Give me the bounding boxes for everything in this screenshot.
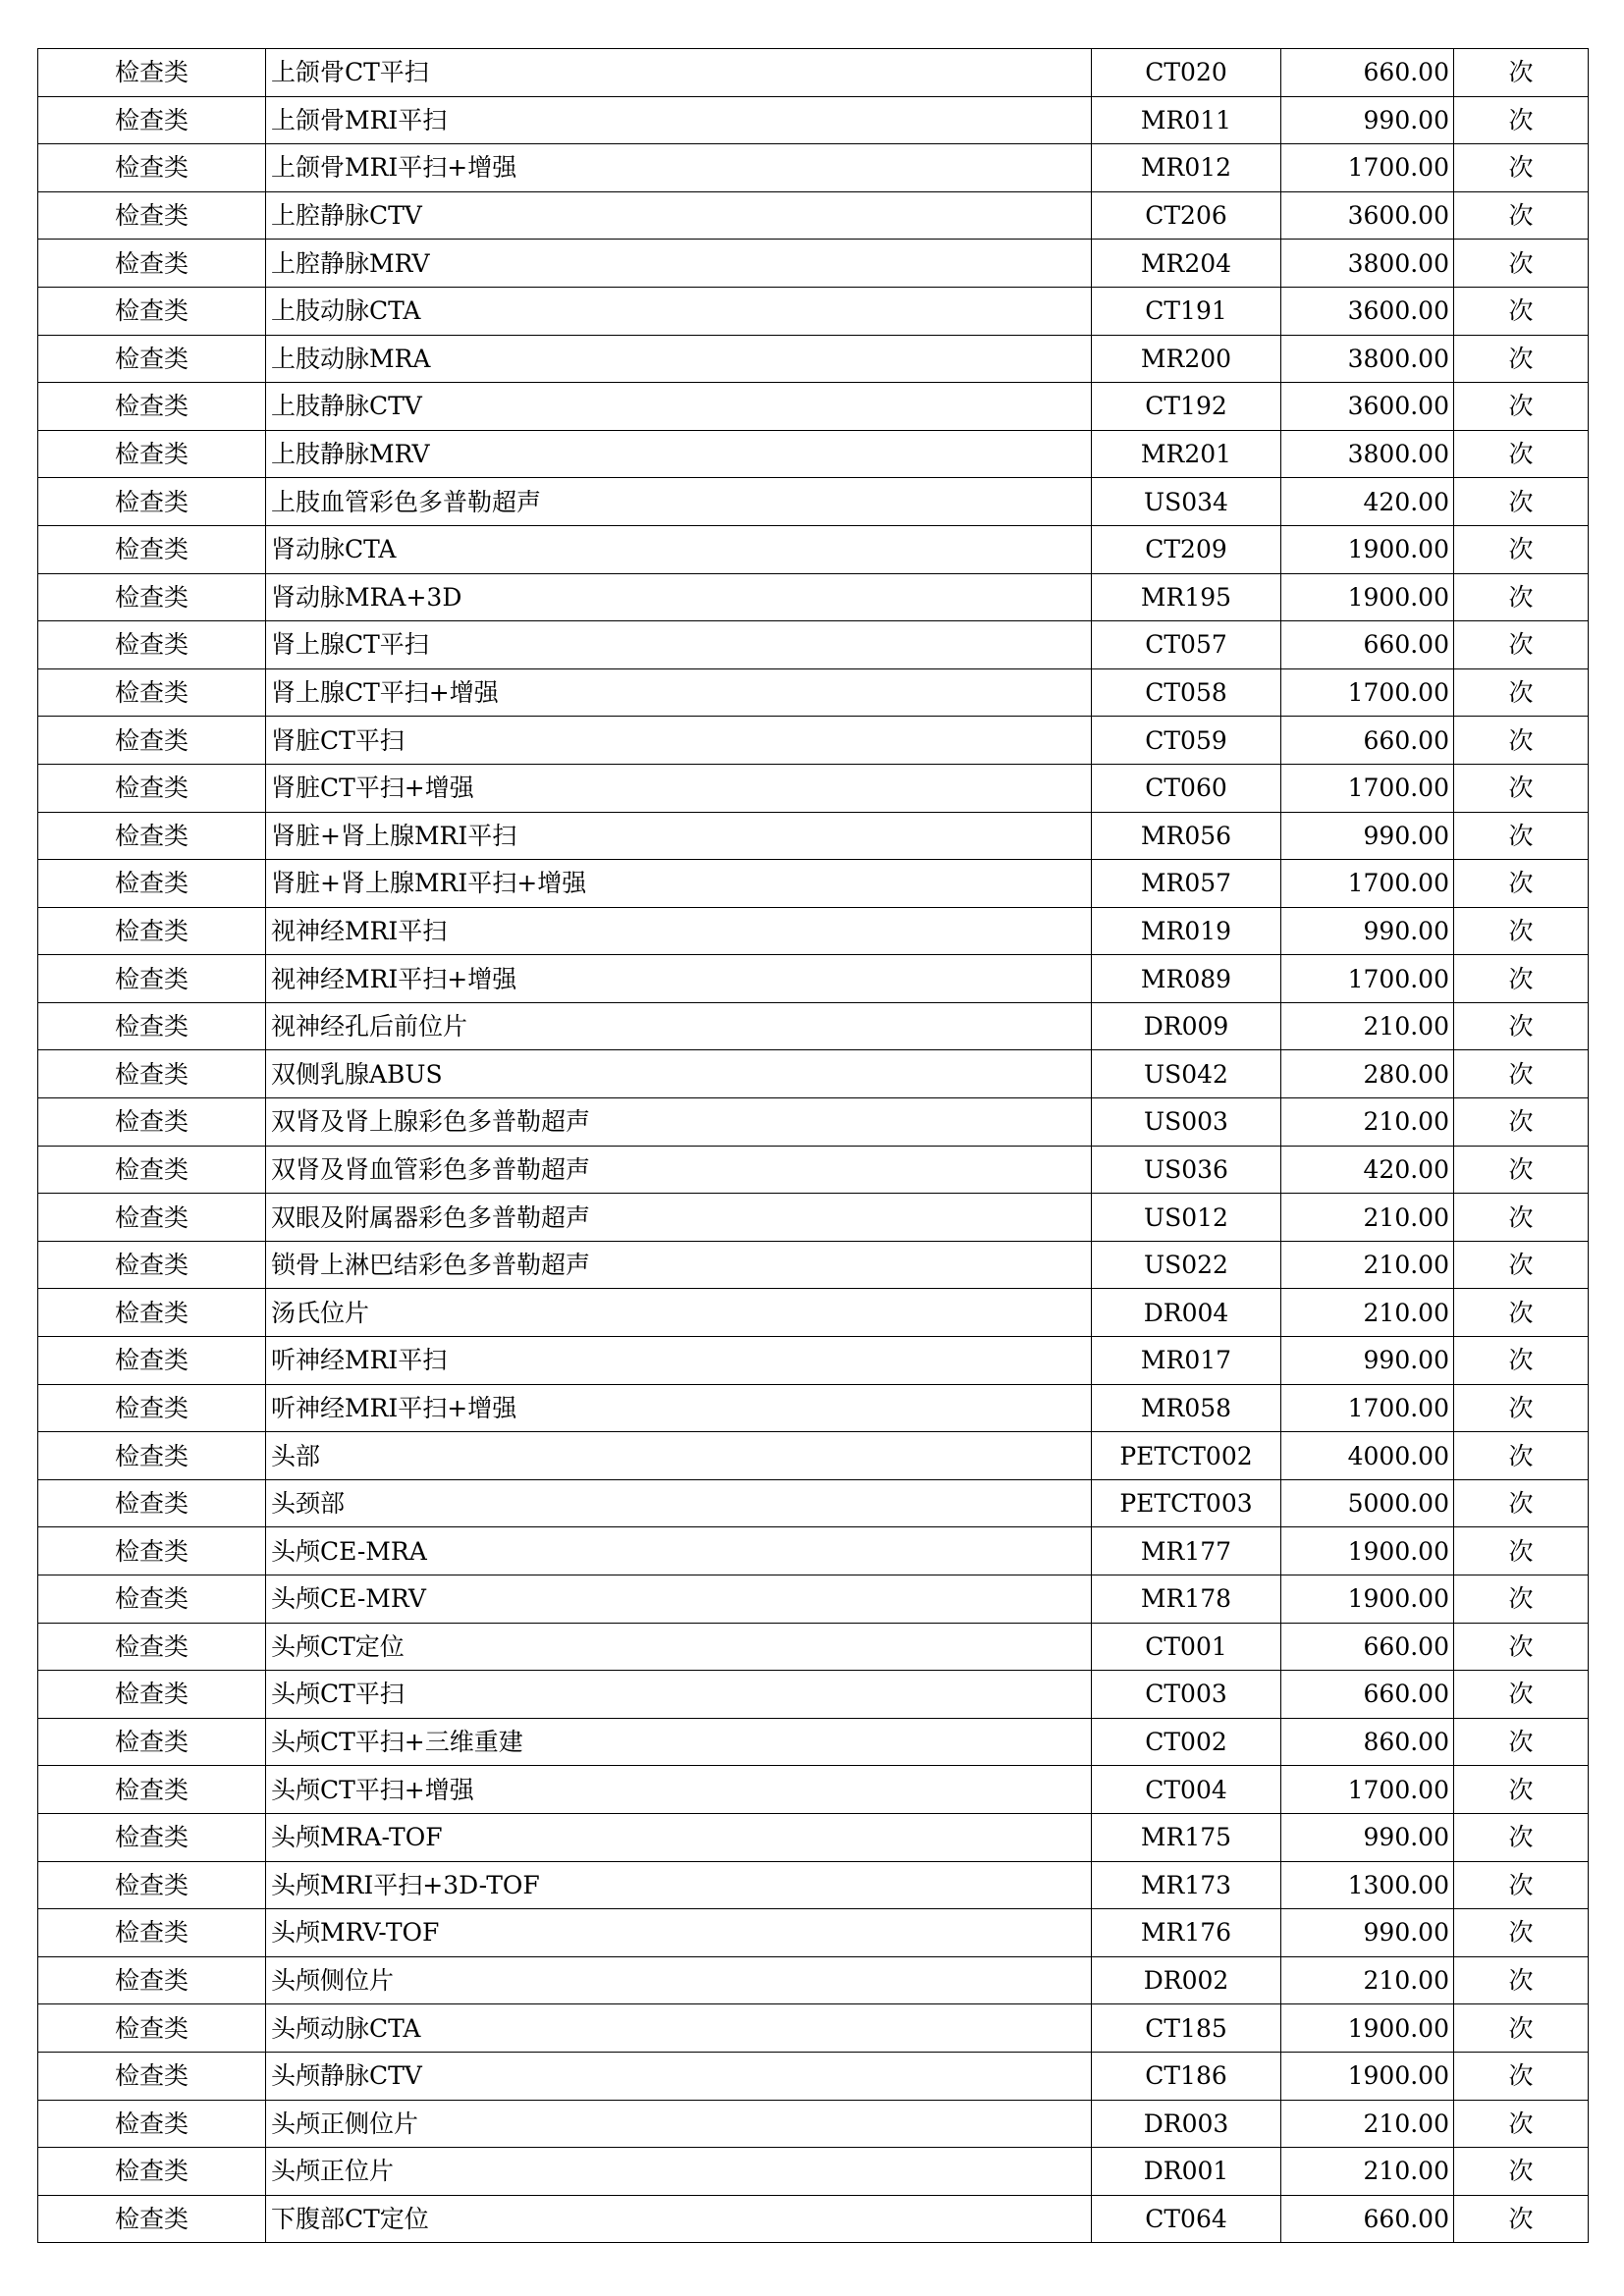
unit-cell: 次 [1454, 525, 1589, 573]
item-code-cell: CT185 [1092, 2004, 1281, 2053]
unit-cell: 次 [1454, 812, 1589, 860]
item-code-cell: CT003 [1092, 1671, 1281, 1719]
item-code-cell: CT206 [1092, 191, 1281, 240]
table-row [38, 1527, 1589, 1575]
table-row [38, 240, 1589, 288]
table-row [38, 1002, 1589, 1050]
unit-cell: 次 [1454, 1241, 1589, 1289]
price-cell: 210.00 [1281, 1098, 1454, 1147]
item-name-cell: 头颅正位片 [266, 2148, 1092, 2196]
item-code-cell: MR011 [1092, 96, 1281, 144]
table-row [38, 2195, 1589, 2243]
category-cell: 检查类 [38, 1384, 266, 1432]
item-code-cell: CT001 [1092, 1623, 1281, 1671]
item-name-cell: 头颅CT平扫+三维重建 [266, 1718, 1092, 1766]
price-cell: 4000.00 [1281, 1432, 1454, 1480]
item-name-cell: 肾上腺CT平扫+增强 [266, 668, 1092, 717]
unit-cell: 次 [1454, 668, 1589, 717]
price-cell: 3800.00 [1281, 240, 1454, 288]
category-cell: 检查类 [38, 1861, 266, 1909]
unit-cell: 次 [1454, 2100, 1589, 2148]
item-code-cell: MR195 [1092, 573, 1281, 621]
table-row [38, 1766, 1589, 1814]
category-cell: 检查类 [38, 2195, 266, 2243]
item-code-cell: MR204 [1092, 240, 1281, 288]
item-code-cell: MR200 [1092, 335, 1281, 383]
item-name-cell: 头颅MRV-TOF [266, 1909, 1092, 1957]
price-cell: 5000.00 [1281, 1479, 1454, 1527]
price-cell: 280.00 [1281, 1050, 1454, 1098]
table-row [38, 1479, 1589, 1527]
item-name-cell: 双肾及肾血管彩色多普勒超声 [266, 1146, 1092, 1194]
unit-cell: 次 [1454, 96, 1589, 144]
unit-cell: 次 [1454, 144, 1589, 192]
item-name-cell: 肾脏CT平扫+增强 [266, 764, 1092, 812]
category-cell: 检查类 [38, 2100, 266, 2148]
table-row [38, 717, 1589, 765]
unit-cell: 次 [1454, 383, 1589, 431]
price-cell: 660.00 [1281, 2195, 1454, 2243]
price-cell: 1700.00 [1281, 764, 1454, 812]
item-name-cell: 头颅CT定位 [266, 1623, 1092, 1671]
price-cell: 210.00 [1281, 2148, 1454, 2196]
price-cell: 1900.00 [1281, 1575, 1454, 1624]
item-name-cell: 头颅MRA-TOF [266, 1813, 1092, 1861]
item-name-cell: 头颅CE-MRV [266, 1575, 1092, 1624]
category-cell: 检查类 [38, 96, 266, 144]
unit-cell: 次 [1454, 1909, 1589, 1957]
table-row [38, 1146, 1589, 1194]
table-row [38, 1337, 1589, 1385]
price-cell: 420.00 [1281, 478, 1454, 526]
price-cell: 660.00 [1281, 49, 1454, 97]
category-cell: 检查类 [38, 2052, 266, 2100]
item-name-cell: 头颅CT平扫+增强 [266, 1766, 1092, 1814]
item-code-cell: CT064 [1092, 2195, 1281, 2243]
unit-cell: 次 [1454, 1813, 1589, 1861]
table-row [38, 1575, 1589, 1624]
category-cell: 检查类 [38, 240, 266, 288]
item-name-cell: 视神经MRI平扫 [266, 907, 1092, 955]
table-row [38, 478, 1589, 526]
price-cell: 210.00 [1281, 1241, 1454, 1289]
unit-cell: 次 [1454, 2052, 1589, 2100]
item-code-cell: DR003 [1092, 2100, 1281, 2148]
price-cell: 1700.00 [1281, 955, 1454, 1003]
item-name-cell: 头颈部 [266, 1479, 1092, 1527]
table-row [38, 1194, 1589, 1242]
table-row [38, 1671, 1589, 1719]
unit-cell: 次 [1454, 1289, 1589, 1337]
item-code-cell: MR089 [1092, 955, 1281, 1003]
table-row [38, 2052, 1589, 2100]
price-cell: 1900.00 [1281, 1527, 1454, 1575]
item-name-cell: 上肢血管彩色多普勒超声 [266, 478, 1092, 526]
unit-cell: 次 [1454, 1718, 1589, 1766]
table-row [38, 525, 1589, 573]
item-code-cell: US034 [1092, 478, 1281, 526]
item-code-cell: MR176 [1092, 1909, 1281, 1957]
item-name-cell: 上肢动脉CTA [266, 287, 1092, 335]
item-name-cell: 视神经孔后前位片 [266, 1002, 1092, 1050]
table-row [38, 764, 1589, 812]
item-name-cell: 双侧乳腺ABUS [266, 1050, 1092, 1098]
item-name-cell: 听神经MRI平扫+增强 [266, 1384, 1092, 1432]
table-row [38, 2004, 1589, 2053]
unit-cell: 次 [1454, 1956, 1589, 2004]
price-cell: 3600.00 [1281, 191, 1454, 240]
table-row [38, 1718, 1589, 1766]
item-name-cell: 汤氏位片 [266, 1289, 1092, 1337]
table-row [38, 96, 1589, 144]
category-cell: 检查类 [38, 717, 266, 765]
unit-cell: 次 [1454, 1671, 1589, 1719]
price-cell: 990.00 [1281, 1337, 1454, 1385]
category-cell: 检查类 [38, 573, 266, 621]
item-name-cell: 头颅正侧位片 [266, 2100, 1092, 2148]
item-code-cell: CT059 [1092, 717, 1281, 765]
unit-cell: 次 [1454, 191, 1589, 240]
category-cell: 检查类 [38, 860, 266, 908]
price-table [37, 48, 1589, 2243]
unit-cell: 次 [1454, 1098, 1589, 1147]
item-code-cell: PETCT003 [1092, 1479, 1281, 1527]
category-cell: 检查类 [38, 812, 266, 860]
item-name-cell: 头颅CE-MRA [266, 1527, 1092, 1575]
table-row [38, 1432, 1589, 1480]
item-code-cell: CT057 [1092, 621, 1281, 669]
table-row [38, 860, 1589, 908]
category-cell: 检查类 [38, 49, 266, 97]
item-code-cell: DR009 [1092, 1002, 1281, 1050]
price-cell: 660.00 [1281, 717, 1454, 765]
category-cell: 检查类 [38, 1194, 266, 1242]
item-code-cell: MR058 [1092, 1384, 1281, 1432]
table-row [38, 2148, 1589, 2196]
item-code-cell: US012 [1092, 1194, 1281, 1242]
item-name-cell: 上肢静脉CTV [266, 383, 1092, 431]
category-cell: 检查类 [38, 1527, 266, 1575]
price-cell: 990.00 [1281, 812, 1454, 860]
category-cell: 检查类 [38, 907, 266, 955]
item-name-cell: 上肢静脉MRV [266, 430, 1092, 478]
item-code-cell: CT191 [1092, 287, 1281, 335]
price-cell: 990.00 [1281, 1813, 1454, 1861]
item-code-cell: CT004 [1092, 1766, 1281, 1814]
unit-cell: 次 [1454, 2148, 1589, 2196]
price-cell: 1900.00 [1281, 2052, 1454, 2100]
item-code-cell: MR178 [1092, 1575, 1281, 1624]
price-cell: 3600.00 [1281, 383, 1454, 431]
unit-cell: 次 [1454, 1146, 1589, 1194]
price-cell: 3800.00 [1281, 335, 1454, 383]
table-row [38, 383, 1589, 431]
table-row [38, 668, 1589, 717]
price-cell: 210.00 [1281, 2100, 1454, 2148]
item-code-cell: US042 [1092, 1050, 1281, 1098]
price-cell: 1300.00 [1281, 1861, 1454, 1909]
item-code-cell: CT209 [1092, 525, 1281, 573]
item-name-cell: 上颌骨CT平扫 [266, 49, 1092, 97]
price-cell: 210.00 [1281, 1956, 1454, 2004]
category-cell: 检查类 [38, 1909, 266, 1957]
category-cell: 检查类 [38, 764, 266, 812]
table-row [38, 335, 1589, 383]
item-name-cell: 肾动脉MRA+3D [266, 573, 1092, 621]
unit-cell: 次 [1454, 1766, 1589, 1814]
item-name-cell: 头颅侧位片 [266, 1956, 1092, 2004]
category-cell: 检查类 [38, 1098, 266, 1147]
item-name-cell: 头颅CT平扫 [266, 1671, 1092, 1719]
unit-cell: 次 [1454, 240, 1589, 288]
category-cell: 检查类 [38, 1337, 266, 1385]
unit-cell: 次 [1454, 1575, 1589, 1624]
price-cell: 990.00 [1281, 907, 1454, 955]
price-cell: 210.00 [1281, 1194, 1454, 1242]
category-cell: 检查类 [38, 1813, 266, 1861]
table-row [38, 144, 1589, 192]
item-code-cell: MR201 [1092, 430, 1281, 478]
item-code-cell: CT192 [1092, 383, 1281, 431]
category-cell: 检查类 [38, 1575, 266, 1624]
price-cell: 1900.00 [1281, 573, 1454, 621]
category-cell: 检查类 [38, 1766, 266, 1814]
item-code-cell: US022 [1092, 1241, 1281, 1289]
price-cell: 660.00 [1281, 1623, 1454, 1671]
category-cell: 检查类 [38, 1671, 266, 1719]
item-code-cell: US036 [1092, 1146, 1281, 1194]
item-name-cell: 下腹部CT定位 [266, 2195, 1092, 2243]
item-code-cell: MR177 [1092, 1527, 1281, 1575]
table-body [38, 49, 1589, 2243]
unit-cell: 次 [1454, 764, 1589, 812]
item-name-cell: 上颌骨MRI平扫+增强 [266, 144, 1092, 192]
unit-cell: 次 [1454, 860, 1589, 908]
item-name-cell: 锁骨上淋巴结彩色多普勒超声 [266, 1241, 1092, 1289]
category-cell: 检查类 [38, 525, 266, 573]
price-cell: 1900.00 [1281, 525, 1454, 573]
unit-cell: 次 [1454, 955, 1589, 1003]
category-cell: 检查类 [38, 621, 266, 669]
price-cell: 3600.00 [1281, 287, 1454, 335]
table-row [38, 573, 1589, 621]
category-cell: 检查类 [38, 144, 266, 192]
unit-cell: 次 [1454, 1432, 1589, 1480]
table-row [38, 430, 1589, 478]
unit-cell: 次 [1454, 1050, 1589, 1098]
item-code-cell: CT060 [1092, 764, 1281, 812]
table-row [38, 1813, 1589, 1861]
table-row [38, 1241, 1589, 1289]
price-cell: 210.00 [1281, 1002, 1454, 1050]
table-row [38, 907, 1589, 955]
unit-cell: 次 [1454, 49, 1589, 97]
category-cell: 检查类 [38, 1956, 266, 2004]
category-cell: 检查类 [38, 2004, 266, 2053]
price-cell: 990.00 [1281, 96, 1454, 144]
price-cell: 1700.00 [1281, 144, 1454, 192]
price-cell: 210.00 [1281, 1289, 1454, 1337]
unit-cell: 次 [1454, 1623, 1589, 1671]
table-row [38, 1050, 1589, 1098]
item-code-cell: MR017 [1092, 1337, 1281, 1385]
price-cell: 1700.00 [1281, 668, 1454, 717]
category-cell: 检查类 [38, 335, 266, 383]
item-code-cell: MR019 [1092, 907, 1281, 955]
item-name-cell: 上肢动脉MRA [266, 335, 1092, 383]
table-row [38, 1623, 1589, 1671]
unit-cell: 次 [1454, 907, 1589, 955]
price-cell: 1700.00 [1281, 1384, 1454, 1432]
category-cell: 检查类 [38, 1241, 266, 1289]
category-cell: 检查类 [38, 383, 266, 431]
item-code-cell: MR012 [1092, 144, 1281, 192]
item-name-cell: 头颅静脉CTV [266, 2052, 1092, 2100]
price-cell: 3800.00 [1281, 430, 1454, 478]
price-cell: 990.00 [1281, 1909, 1454, 1957]
table-row [38, 1384, 1589, 1432]
unit-cell: 次 [1454, 430, 1589, 478]
category-cell: 检查类 [38, 478, 266, 526]
price-cell: 1900.00 [1281, 2004, 1454, 2053]
price-cell: 420.00 [1281, 1146, 1454, 1194]
category-cell: 检查类 [38, 191, 266, 240]
item-code-cell: DR004 [1092, 1289, 1281, 1337]
category-cell: 检查类 [38, 1146, 266, 1194]
item-code-cell: US003 [1092, 1098, 1281, 1147]
table-row [38, 955, 1589, 1003]
item-name-cell: 肾脏+肾上腺MRI平扫+增强 [266, 860, 1092, 908]
category-cell: 检查类 [38, 1718, 266, 1766]
item-name-cell: 听神经MRI平扫 [266, 1337, 1092, 1385]
item-name-cell: 视神经MRI平扫+增强 [266, 955, 1092, 1003]
unit-cell: 次 [1454, 1527, 1589, 1575]
unit-cell: 次 [1454, 573, 1589, 621]
item-name-cell: 肾脏CT平扫 [266, 717, 1092, 765]
category-cell: 检查类 [38, 1002, 266, 1050]
item-name-cell: 肾动脉CTA [266, 525, 1092, 573]
item-code-cell: DR001 [1092, 2148, 1281, 2196]
unit-cell: 次 [1454, 1194, 1589, 1242]
item-code-cell: MR173 [1092, 1861, 1281, 1909]
unit-cell: 次 [1454, 335, 1589, 383]
category-cell: 检查类 [38, 2148, 266, 2196]
table-row [38, 1289, 1589, 1337]
item-code-cell: MR175 [1092, 1813, 1281, 1861]
item-name-cell: 上腔静脉MRV [266, 240, 1092, 288]
unit-cell: 次 [1454, 621, 1589, 669]
table-row [38, 812, 1589, 860]
unit-cell: 次 [1454, 1384, 1589, 1432]
unit-cell: 次 [1454, 2195, 1589, 2243]
item-code-cell: CT186 [1092, 2052, 1281, 2100]
price-cell: 660.00 [1281, 1671, 1454, 1719]
category-cell: 检查类 [38, 668, 266, 717]
item-name-cell: 头部 [266, 1432, 1092, 1480]
unit-cell: 次 [1454, 2004, 1589, 2053]
item-name-cell: 肾脏+肾上腺MRI平扫 [266, 812, 1092, 860]
item-code-cell: MR056 [1092, 812, 1281, 860]
table-row [38, 1098, 1589, 1147]
item-name-cell: 双眼及附属器彩色多普勒超声 [266, 1194, 1092, 1242]
item-name-cell: 头颅MRI平扫+3D-TOF [266, 1861, 1092, 1909]
item-name-cell: 肾上腺CT平扫 [266, 621, 1092, 669]
item-name-cell: 上腔静脉CTV [266, 191, 1092, 240]
unit-cell: 次 [1454, 1337, 1589, 1385]
price-cell: 660.00 [1281, 621, 1454, 669]
item-name-cell: 上颌骨MRI平扫 [266, 96, 1092, 144]
category-cell: 检查类 [38, 287, 266, 335]
unit-cell: 次 [1454, 717, 1589, 765]
table-row [38, 191, 1589, 240]
category-cell: 检查类 [38, 955, 266, 1003]
unit-cell: 次 [1454, 1861, 1589, 1909]
table-row [38, 287, 1589, 335]
item-code-cell: MR057 [1092, 860, 1281, 908]
item-code-cell: CT020 [1092, 49, 1281, 97]
category-cell: 检查类 [38, 430, 266, 478]
unit-cell: 次 [1454, 478, 1589, 526]
price-cell: 860.00 [1281, 1718, 1454, 1766]
category-cell: 检查类 [38, 1289, 266, 1337]
item-code-cell: CT058 [1092, 668, 1281, 717]
price-cell: 1700.00 [1281, 860, 1454, 908]
unit-cell: 次 [1454, 1002, 1589, 1050]
table-row [38, 621, 1589, 669]
category-cell: 检查类 [38, 1479, 266, 1527]
item-code-cell: DR002 [1092, 1956, 1281, 2004]
table-row [38, 1861, 1589, 1909]
table-row [38, 1909, 1589, 1957]
price-cell: 1700.00 [1281, 1766, 1454, 1814]
table-row [38, 2100, 1589, 2148]
table-row [38, 49, 1589, 97]
category-cell: 检查类 [38, 1432, 266, 1480]
table-row [38, 1956, 1589, 2004]
item-code-cell: CT002 [1092, 1718, 1281, 1766]
unit-cell: 次 [1454, 287, 1589, 335]
unit-cell: 次 [1454, 1479, 1589, 1527]
category-cell: 检查类 [38, 1623, 266, 1671]
category-cell: 检查类 [38, 1050, 266, 1098]
item-name-cell: 双肾及肾上腺彩色多普勒超声 [266, 1098, 1092, 1147]
item-name-cell: 头颅动脉CTA [266, 2004, 1092, 2053]
item-code-cell: PETCT002 [1092, 1432, 1281, 1480]
